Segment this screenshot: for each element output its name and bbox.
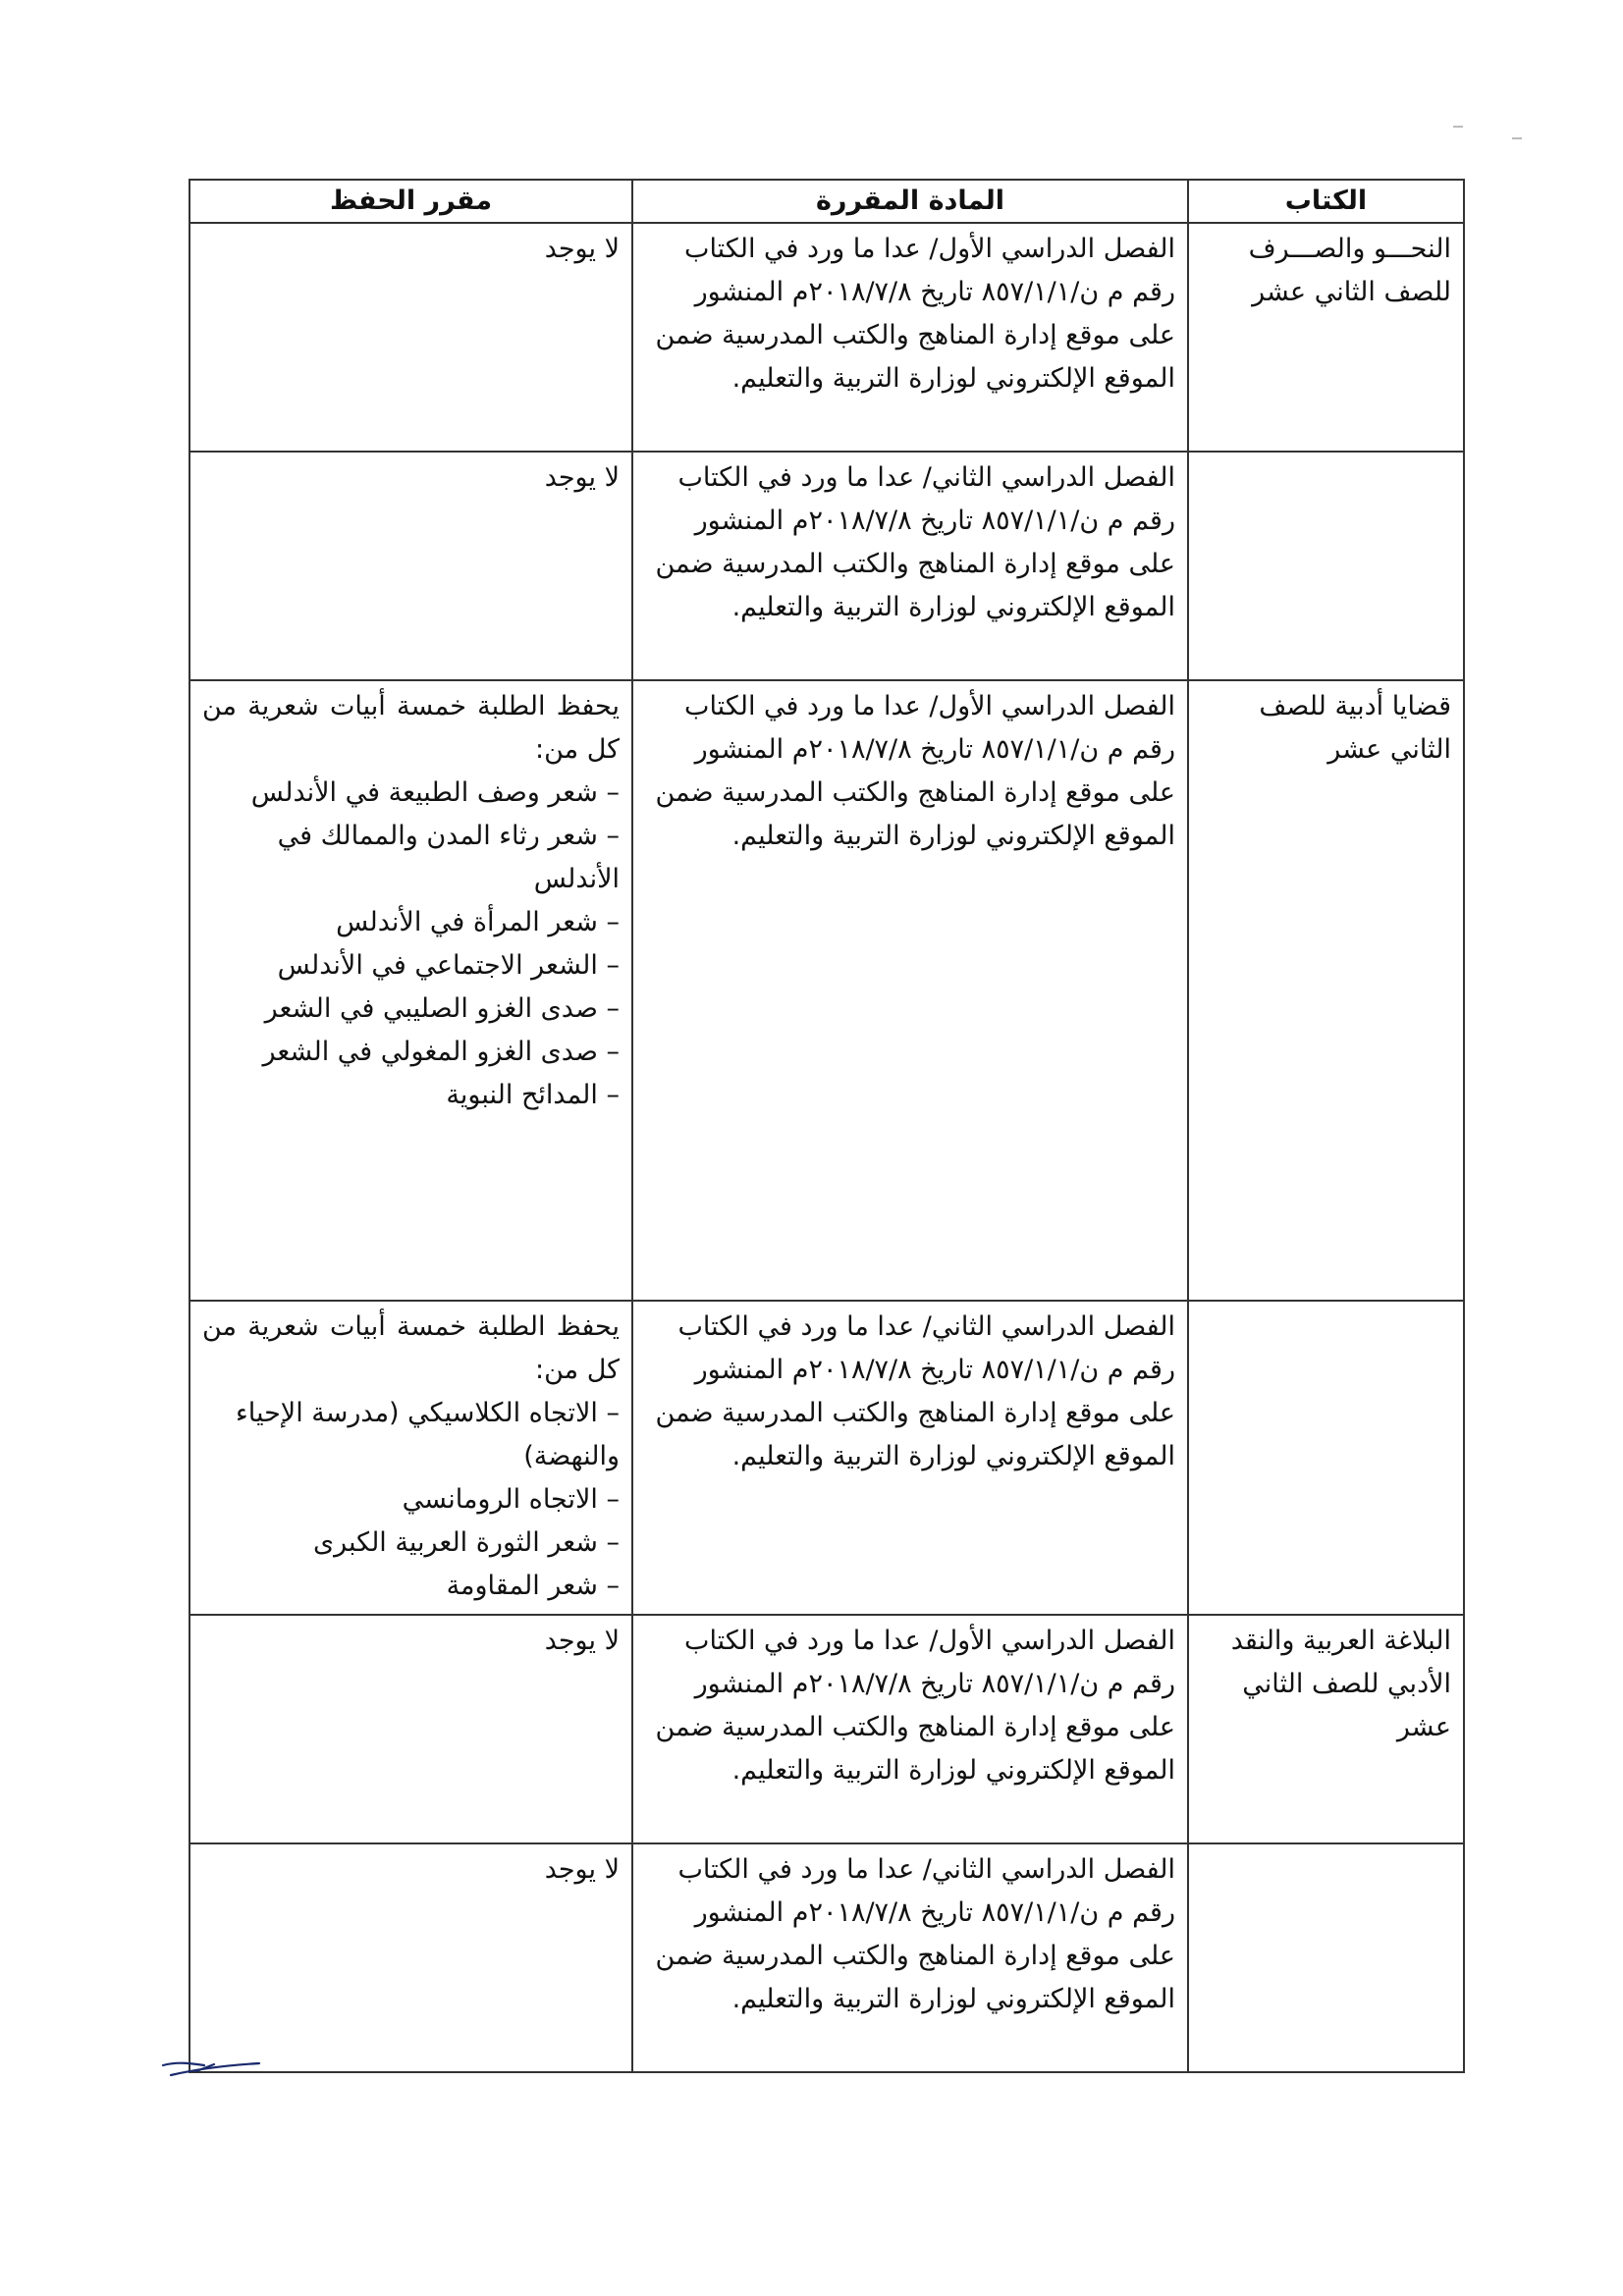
scan-speck	[1512, 137, 1522, 139]
memorization-cell	[189, 680, 632, 1301]
list-item: – شعر رثاء المدن والممالك في الأندلس	[202, 815, 620, 901]
memorization-cell	[189, 1301, 632, 1615]
list-item: – شعر المقاومة	[202, 1565, 620, 1608]
book-cell-continued	[1188, 1843, 1464, 2072]
list-item: – صدى الغزو الصليبي في الشعر	[202, 988, 620, 1031]
material-cell: الفصل الدراسي الأول/ عدا ما ورد في الكتاب رقم م ن/٨٥٧/١/١ تاريخ ٢٠١٨/٧/٨م المنشور على موقع إدارة المناهج والكتب المدرسية ضمن الموقع الإلكتروني لوزارة التربية والتعليم.	[632, 680, 1188, 1301]
material-cell: الفصل الدراسي الأول/ عدا ما ورد في الكتاب رقم م ن/٨٥٧/١/١ تاريخ ٢٠١٨/٧/٨م المنشور على موقع إدارة المناهج والكتب المدرسية ضمن الموقع الإلكتروني لوزارة التربية والتعليم.	[632, 223, 1188, 452]
memorization-cell: لا يوجد	[189, 1615, 632, 1843]
handwritten-initials	[157, 2054, 265, 2083]
table-row	[189, 680, 1464, 1301]
poetry-topics-list	[202, 772, 620, 1117]
memorization-cell: لا يوجد	[189, 452, 632, 680]
material-cell: الفصل الدراسي الثاني/ عدا ما ورد في الكتاب رقم م ن/٨٥٧/١/١ تاريخ ٢٠١٨/٧/٨م المنشور على موقع إدارة المناهج والكتب المدرسية ضمن الموقع الإلكتروني لوزارة التربية والتعليم.	[632, 1843, 1188, 2072]
list-item: – الشعر الاجتماعي في الأندلس	[202, 944, 620, 988]
list-item: – الاتجاه الكلاسيكي (مدرسة الإحياء والنهضة)	[202, 1392, 620, 1478]
list-item: – المدائح النبوية	[202, 1074, 620, 1117]
header-memorization: مقرر الحفظ	[189, 180, 632, 223]
header-book: الكتاب	[1188, 180, 1464, 223]
memorization-intro: يحفظ الطلبة خمسة أبيات شعرية من كل من:	[202, 691, 620, 765]
poetry-topics-list	[202, 1392, 620, 1608]
curriculum-table	[189, 179, 1465, 2073]
book-cell: النحـــو والصـــرف للصف الثاني عشر	[1188, 223, 1464, 452]
header-material: المادة المقررة	[632, 180, 1188, 223]
memorization-cell: لا يوجد	[189, 1843, 632, 2072]
scan-speck	[1453, 126, 1463, 128]
list-item: – شعر الثورة العربية الكبرى	[202, 1522, 620, 1565]
table-row	[189, 223, 1464, 452]
list-item: – شعر المرأة في الأندلس	[202, 901, 620, 944]
book-cell: البلاغة العربية والنقد الأدبي للصف الثاني عشر	[1188, 1615, 1464, 1843]
book-cell: قضايا أدبية للصف الثاني عشر	[1188, 680, 1464, 1301]
list-item: – شعر وصف الطبيعة في الأندلس	[202, 772, 620, 815]
memorization-cell: لا يوجد	[189, 223, 632, 452]
table-row	[189, 1301, 1464, 1615]
memorization-intro: يحفظ الطلبة خمسة أبيات شعرية من كل من:	[202, 1311, 620, 1385]
book-cell-continued	[1188, 452, 1464, 680]
table-row	[189, 1615, 1464, 1843]
list-item: – صدى الغزو المغولي في الشعر	[202, 1031, 620, 1074]
list-item: – الاتجاه الرومانسي	[202, 1478, 620, 1522]
table-header-row	[189, 180, 1464, 223]
table-row	[189, 1843, 1464, 2072]
material-cell: الفصل الدراسي الثاني/ عدا ما ورد في الكتاب رقم م ن/٨٥٧/١/١ تاريخ ٢٠١٨/٧/٨م المنشور على موقع إدارة المناهج والكتب المدرسية ضمن الموقع الإلكتروني لوزارة التربية والتعليم.	[632, 1301, 1188, 1615]
material-cell: الفصل الدراسي الثاني/ عدا ما ورد في الكتاب رقم م ن/٨٥٧/١/١ تاريخ ٢٠١٨/٧/٨م المنشور على موقع إدارة المناهج والكتب المدرسية ضمن الموقع الإلكتروني لوزارة التربية والتعليم.	[632, 452, 1188, 680]
table-row	[189, 452, 1464, 680]
book-cell-continued	[1188, 1301, 1464, 1615]
material-cell: الفصل الدراسي الأول/ عدا ما ورد في الكتاب رقم م ن/٨٥٧/١/١ تاريخ ٢٠١٨/٧/٨م المنشور على موقع إدارة المناهج والكتب المدرسية ضمن الموقع الإلكتروني لوزارة التربية والتعليم.	[632, 1615, 1188, 1843]
